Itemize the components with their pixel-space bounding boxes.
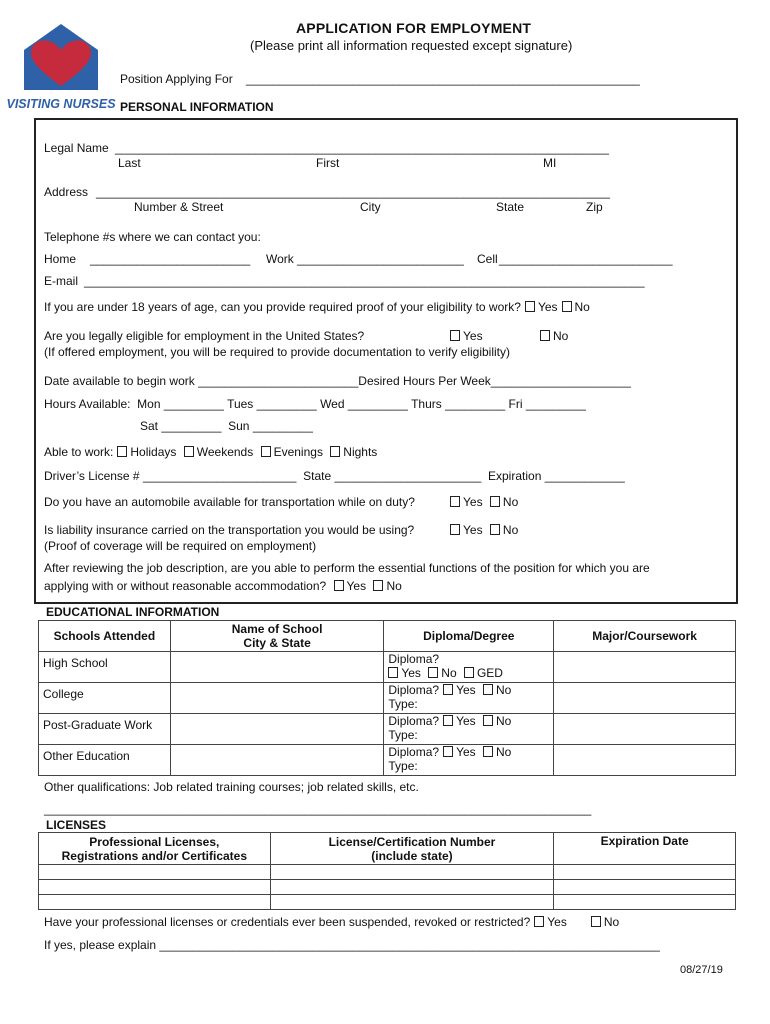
- weekends-checkbox[interactable]: [184, 446, 194, 457]
- date-available-row: Date available to begin work ________________________Desired Hours Per Week_____________________: [44, 374, 631, 388]
- cell-phone-field[interactable]: __________________________: [499, 252, 673, 266]
- liability-no-checkbox[interactable]: [490, 524, 500, 535]
- table-row: [39, 714, 736, 745]
- diploma-cell: Diploma? Yes No GED: [384, 652, 554, 683]
- school-name-header: Name of School City & State: [170, 621, 384, 652]
- diploma-header: Diploma/Degree: [384, 621, 554, 652]
- email-field[interactable]: ____________________________________________________________________________________: [84, 274, 645, 288]
- education-table: [38, 620, 736, 776]
- personal-heading: PERSONAL INFORMATION: [120, 100, 274, 114]
- drivers-license-field[interactable]: _______________________: [142, 469, 297, 483]
- cell-label: Cell: [477, 252, 498, 266]
- nights-checkbox[interactable]: [330, 446, 340, 457]
- table-row[interactable]: [39, 880, 736, 895]
- address-field[interactable]: _____________________________________________________________________________: [96, 185, 610, 199]
- table-row: [39, 652, 736, 683]
- suspended-question: Have your professional licenses or credentials ever been suspended, revoked or restricted? Yes No: [44, 915, 620, 929]
- license-state-field[interactable]: ______________________: [334, 469, 482, 483]
- table-row: [39, 683, 736, 714]
- other-qualifications-field[interactable]: __________________________________________________________________________________: [44, 802, 592, 816]
- under18-yes-checkbox[interactable]: [525, 301, 535, 312]
- address-label: Address: [44, 185, 89, 199]
- eligible-note: (If offered employment, you will be required to provide documentation to verify eligibility): [44, 345, 511, 359]
- thurs-field[interactable]: _________: [445, 397, 506, 411]
- drivers-license-row: Driver’s License # _______________________ State ______________________ Expiration ____________: [44, 469, 625, 483]
- able-to-work-row: Able to work: Holidays Weekends Evenings Nights: [44, 445, 378, 459]
- other-yes-checkbox[interactable]: [443, 746, 453, 757]
- diploma-cell: Diploma? Yes No Type:: [384, 714, 554, 745]
- postgrad-yes-checkbox[interactable]: [443, 715, 453, 726]
- sat-field[interactable]: _________: [161, 419, 222, 433]
- home-label: Home: [44, 252, 77, 266]
- street-label: Number & Street: [134, 200, 224, 214]
- auto-yes-checkbox[interactable]: [450, 496, 460, 507]
- zip-label: Zip: [586, 200, 603, 214]
- explain-field[interactable]: ___________________________________________________________________________: [159, 938, 660, 952]
- other-qualifications-label: Other qualifications: Job related training courses; job related skills, etc.: [44, 780, 419, 794]
- school-name-cell[interactable]: [170, 652, 384, 683]
- school-type: High School: [39, 652, 171, 683]
- liability-options: Yes No: [446, 523, 518, 537]
- page-title: APPLICATION FOR EMPLOYMENT: [296, 20, 532, 36]
- major-cell[interactable]: [554, 714, 736, 745]
- eligible-yes-checkbox[interactable]: [450, 330, 460, 341]
- eligible-yes: Yes: [446, 329, 483, 343]
- explain-row: If yes, please explain ___________________________________________________________________________: [44, 938, 660, 952]
- liability-question: Is liability insurance carried on the transportation you would be using?: [44, 523, 415, 537]
- page-subtitle: (Please print all information requested except signature): [250, 38, 573, 53]
- essential-question-1: After reviewing the job description, are you able to perform the essential functions of the position for which you are: [44, 561, 650, 575]
- city-label: City: [360, 200, 381, 214]
- license-expiration-header: Expiration Date: [554, 833, 736, 865]
- desired-hours-field[interactable]: _____________________: [490, 374, 631, 388]
- major-cell[interactable]: [554, 745, 736, 776]
- telephone-label: Telephone #s where we can contact you:: [44, 230, 261, 244]
- email-label: E-mail: [44, 274, 79, 288]
- under18-question: If you are under 18 years of age, can you provide required proof of your eligibility to work? Yes No: [44, 300, 590, 314]
- license-expiration-field[interactable]: ____________: [544, 469, 625, 483]
- wed-field[interactable]: _________: [347, 397, 408, 411]
- first-label: First: [316, 156, 340, 170]
- license-number-header: License/Certification Number (include state): [270, 833, 554, 865]
- tues-field[interactable]: _________: [256, 397, 317, 411]
- home-phone-field[interactable]: ________________________: [90, 252, 251, 266]
- essential-yes-checkbox[interactable]: [334, 580, 344, 591]
- essential-question-2: applying with or without reasonable accommodation? Yes No: [44, 579, 402, 593]
- position-field[interactable]: ___________________________________________________________: [246, 72, 640, 86]
- college-no-checkbox[interactable]: [483, 684, 493, 695]
- school-name-cell[interactable]: [170, 745, 384, 776]
- hs-no-checkbox[interactable]: [428, 667, 438, 678]
- auto-options: Yes No: [446, 495, 518, 509]
- eligible-no: No: [536, 329, 568, 343]
- liability-note: (Proof of coverage will be required on employment): [44, 539, 317, 553]
- school-name-cell[interactable]: [170, 683, 384, 714]
- licenses-header: Professional Licenses, Registrations and/or Certificates: [39, 833, 271, 865]
- major-cell[interactable]: [554, 683, 736, 714]
- date-available-field[interactable]: ________________________: [198, 374, 359, 388]
- diploma-cell: Diploma? Yes No Type:: [384, 683, 554, 714]
- diploma-cell: Diploma? Yes No Type:: [384, 745, 554, 776]
- school-type: Other Education: [39, 745, 171, 776]
- school-type: College: [39, 683, 171, 714]
- logo-text: VISITING NURSES: [6, 97, 116, 111]
- position-label: Position Applying For: [120, 72, 233, 86]
- school-type: Post-Graduate Work: [39, 714, 171, 745]
- state-sub-label: State: [496, 200, 525, 214]
- schools-attended-header: Schools Attended: [39, 621, 171, 652]
- legal-name-label: Legal Name: [44, 141, 109, 155]
- sun-field[interactable]: _________: [252, 419, 313, 433]
- last-label: Last: [118, 156, 141, 170]
- hs-ged-checkbox[interactable]: [464, 667, 474, 678]
- licenses-heading: LICENSES: [46, 818, 107, 832]
- auto-question: Do you have an automobile available for transportation while on duty?: [44, 495, 415, 509]
- eligible-no-checkbox[interactable]: [540, 330, 550, 341]
- evenings-checkbox[interactable]: [261, 446, 271, 457]
- weekend-hours-row: Sat _________ Sun _________: [140, 419, 313, 433]
- mon-field[interactable]: _________: [163, 397, 224, 411]
- holidays-checkbox[interactable]: [117, 446, 127, 457]
- suspended-yes-checkbox[interactable]: [534, 916, 544, 927]
- suspended-no-checkbox[interactable]: [591, 916, 601, 927]
- other-no-checkbox[interactable]: [483, 746, 493, 757]
- fri-field[interactable]: _________: [525, 397, 586, 411]
- liability-yes-checkbox[interactable]: [450, 524, 460, 535]
- hs-yes-checkbox[interactable]: [388, 667, 398, 678]
- work-phone-field[interactable]: _________________________: [297, 252, 464, 266]
- licenses-table: [38, 832, 736, 910]
- auto-no-checkbox[interactable]: [490, 496, 500, 507]
- college-yes-checkbox[interactable]: [443, 684, 453, 695]
- table-row: [39, 745, 736, 776]
- form-date: 08/27/19: [680, 964, 723, 976]
- hours-available-row: Hours Available: Mon _________ Tues _________ Wed _________ Thurs _________ Fri _________: [44, 397, 586, 411]
- legal-name-field[interactable]: __________________________________________________________________________: [115, 141, 609, 155]
- school-name-cell[interactable]: [170, 714, 384, 745]
- postgrad-no-checkbox[interactable]: [483, 715, 493, 726]
- essential-no-checkbox[interactable]: [373, 580, 383, 591]
- major-cell[interactable]: [554, 652, 736, 683]
- visiting-nurses-logo: [6, 22, 116, 114]
- table-row[interactable]: [39, 895, 736, 910]
- work-label: Work: [266, 252, 294, 266]
- major-header: Major/Coursework: [554, 621, 736, 652]
- under18-no-checkbox[interactable]: [562, 301, 572, 312]
- table-row[interactable]: [39, 865, 736, 880]
- mi-label: MI: [543, 156, 557, 170]
- eligible-question: Are you legally eligible for employment in the United States?: [44, 329, 365, 343]
- education-heading: EDUCATIONAL INFORMATION: [46, 605, 220, 619]
